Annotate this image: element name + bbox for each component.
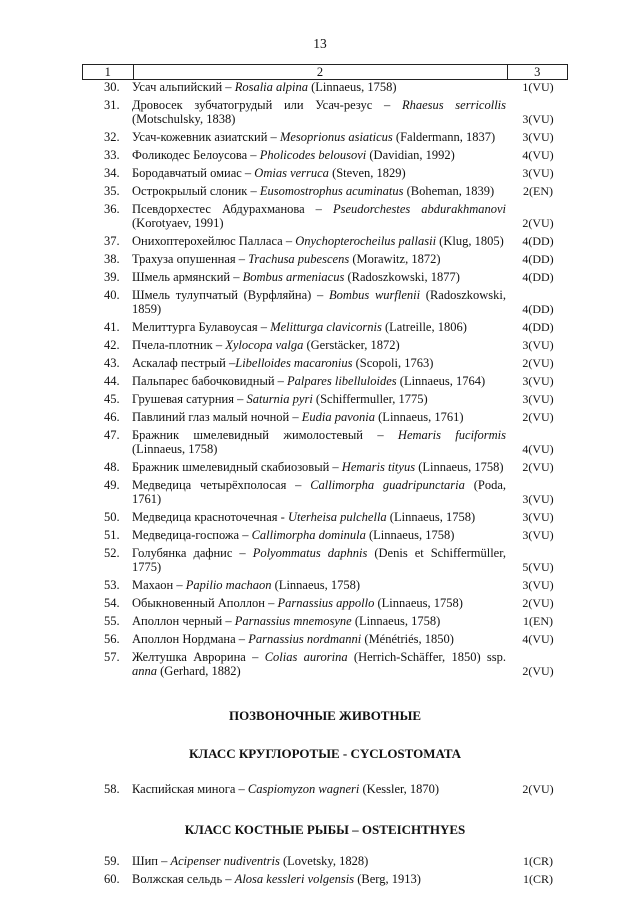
species-number: 38. (104, 252, 120, 266)
species-name (132, 234, 508, 248)
common-name: Медведица четырёхполосая – (132, 478, 311, 492)
status-category: 4(VU) (522, 148, 554, 162)
species-number: 60. (104, 872, 120, 886)
status-category: 2(VU) (522, 596, 554, 610)
latin-name: Libelloides macaronius (235, 356, 353, 370)
latin-name: Pholicodes belousovi (259, 148, 367, 162)
latin-name: Eudia pavonia (301, 410, 376, 424)
latin-name: Eusomostrophus acuminatus (259, 184, 404, 198)
status-category: 4(DD) (522, 302, 554, 316)
species-number: 44. (104, 374, 120, 388)
latin-name: Rhaesus serricollis (401, 98, 507, 112)
species-name (132, 510, 508, 524)
latin-name: Acipenser nudiventris (170, 854, 280, 868)
table-row (82, 410, 568, 424)
table-row (82, 184, 568, 198)
common-name: Острокрылый слоник – (132, 184, 260, 198)
table-row (82, 148, 568, 162)
author-year: (Linnaeus, 1761) (375, 410, 464, 424)
common-name: Бражник шмелевидный скабиозовый – (132, 460, 342, 474)
author-year: (Denis et Schiffermüller, 1775) (132, 546, 507, 574)
table-row (82, 374, 568, 388)
species-name (132, 148, 508, 162)
section-heading-osteichthyes: КЛАСС КОСТНЫЕ РЫБЫ – OSTEICHTHYES (184, 822, 466, 837)
section-heading-vertebrates: ПОЗВОНОЧНЫЕ ЖИВОТНЫЕ (228, 708, 422, 723)
latin-name: Uterheisa pulchella (287, 510, 387, 524)
author-year: (Radoszkowski, 1877) (344, 270, 460, 284)
species-number: 37. (104, 234, 120, 248)
table-row (82, 338, 568, 352)
table-row (82, 428, 568, 456)
common-name: Онихоптерохейлюс Палласа – (132, 234, 296, 248)
species-number: 31. (104, 98, 120, 112)
species-name (132, 252, 508, 266)
latin-name: Omias verruca (254, 166, 329, 180)
common-name: Аполлон черный – (132, 614, 235, 628)
table-row (82, 614, 568, 628)
latin-name: Trachusa pubescens (248, 252, 350, 266)
common-name: Аскалаф пестрый – (132, 356, 236, 370)
table-row (82, 632, 568, 646)
insect-rows (82, 80, 568, 682)
species-number: 35. (104, 184, 120, 198)
table-row (82, 510, 568, 524)
species-number: 46. (104, 410, 120, 424)
author-year: (Schiffermuller, 1775) (312, 392, 428, 406)
author-year: (Linnaeus, 1758) (271, 578, 361, 592)
author-year: (Linnaeus, 1758) (374, 596, 463, 610)
status-category: 2(VU) (522, 782, 554, 796)
species-number: 39. (104, 270, 120, 284)
latin-name: Onychopterocheilus pallasii (295, 234, 437, 248)
species-name (132, 98, 508, 126)
species-number: 34. (104, 166, 120, 180)
table-row (82, 392, 568, 406)
table-row (82, 270, 568, 284)
common-name: Волжская сельдь – (132, 872, 235, 886)
species-number: 48. (104, 460, 120, 474)
status-category: 3(VU) (522, 492, 554, 506)
status-category: 1(EN) (523, 614, 553, 628)
table-row (82, 478, 568, 506)
latin-name: Caspiomyzon wagneri (247, 782, 360, 796)
table-row (82, 854, 568, 868)
subspecies-author: (Gerhard, 1882) (157, 664, 241, 678)
species-number: 42. (104, 338, 120, 352)
latin-name: Hemaris tityus (341, 460, 416, 474)
table-row (82, 872, 568, 886)
latin-name: Parnassius appollo (277, 596, 375, 610)
species-number: 52. (104, 546, 120, 560)
species-name (132, 288, 508, 316)
species-name (132, 320, 508, 334)
table-row (82, 528, 568, 542)
status-category: 4(DD) (522, 234, 554, 248)
status-category: 3(VU) (522, 510, 554, 524)
species-number: 58. (104, 782, 120, 796)
species-number: 32. (104, 130, 120, 144)
common-name: Медведица красноточечная - (132, 510, 288, 524)
common-name: Бородавчатый омиас – (132, 166, 255, 180)
author-year: (Boheman, 1839) (403, 184, 495, 198)
latin-name: Xylocopa valga (225, 338, 304, 352)
author-year: (Herrich-Schäffer, 1850) ssp. (347, 650, 507, 664)
species-name (132, 782, 508, 796)
species-number: 40. (104, 288, 120, 302)
table-row (82, 166, 568, 180)
status-category: 3(VU) (522, 578, 554, 592)
table-row (82, 578, 568, 592)
common-name: Пчела-плотник – (132, 338, 226, 352)
author-year: (Linnaeus, 1758) (307, 80, 397, 94)
latin-name: Bombus armeniacus (242, 270, 345, 284)
species-list (82, 64, 568, 890)
latin-name: Alosa kessleri volgensis (234, 872, 355, 886)
species-name (132, 428, 508, 456)
table-row (82, 782, 568, 796)
table-row (82, 234, 568, 248)
status-category: 3(VU) (522, 166, 554, 180)
status-category: 2(VU) (522, 460, 554, 474)
species-name (132, 578, 508, 592)
common-name: Желтушка Аврорина – (132, 650, 265, 664)
latin-name: Callimorpha guadripunctaria (310, 478, 465, 492)
common-name: Аполлон Нордмана – (132, 632, 249, 646)
species-name (132, 460, 508, 474)
species-name (132, 410, 508, 424)
author-year: (Klug, 1805) (436, 234, 504, 248)
species-name (132, 650, 508, 678)
species-number: 36. (104, 202, 120, 216)
status-category: 1(CR) (523, 854, 553, 868)
author-year: (Radoszkowski, 1859) (132, 288, 507, 316)
latin-name: Bombus wurflenii (328, 288, 421, 302)
common-name: Дровосек зубчатогрудый или Усач-резус – (132, 98, 402, 112)
common-name: Усач альпийский – (132, 80, 235, 94)
author-year: (Davidian, 1992) (366, 148, 455, 162)
status-category: 1(CR) (523, 872, 553, 886)
section-heading-cyclostomata: КЛАСС КРУГЛОРОТЫЕ - CYCLOSTOMATA (189, 746, 461, 761)
table-row (82, 320, 568, 334)
subspecies-name: anna (132, 664, 157, 678)
common-name: Павлиний глаз малый ночной – (132, 410, 302, 424)
common-name: Усач-кожевник азиатский – (132, 130, 280, 144)
author-year: (Ménétriés, 1850) (361, 632, 454, 646)
author-year: (Linnaeus, 1758) (132, 442, 218, 456)
species-name (132, 546, 508, 574)
latin-name: Rosalia alpina (234, 80, 308, 94)
status-category: 5(VU) (522, 560, 554, 574)
status-category: 3(VU) (522, 112, 554, 126)
common-name: Шмель тулупчатый (Вурфляйна) – (132, 288, 329, 302)
latin-name: Papilio machaon (185, 578, 272, 592)
latin-name: Hemaris fuciformis (397, 428, 507, 442)
species-number: 30. (104, 80, 120, 94)
latin-name: Polyommatus daphnis (252, 546, 368, 560)
author-year: (Scopoli, 1763) (352, 356, 434, 370)
header-col-2: 2 (133, 65, 508, 79)
latin-name: Palpares libelluloides (287, 374, 397, 388)
latin-name: Mesoprionus asiaticus (279, 130, 393, 144)
author-year: (Faldermann, 1837) (392, 130, 496, 144)
species-name (132, 80, 508, 94)
common-name: Пальпарес бабочковидный – (132, 374, 288, 388)
species-name (132, 184, 508, 198)
species-number: 57. (104, 650, 120, 664)
page-number: 13 (313, 36, 327, 51)
table-header (82, 64, 568, 80)
status-category: 2(VU) (522, 410, 554, 424)
table-row (82, 356, 568, 370)
species-number: 51. (104, 528, 120, 542)
latin-name: Pseudorchestes abdurakhmanovi (332, 202, 506, 216)
common-name: Трахуза опушенная – (132, 252, 249, 266)
latin-name: Parnassius mnemosyne (234, 614, 352, 628)
species-name (132, 478, 508, 506)
status-category: 3(VU) (522, 528, 554, 542)
status-category: 3(VU) (522, 338, 554, 352)
author-year: (Linnaeus, 1758) (351, 614, 441, 628)
common-name: Бражник шмелевидный жимолостевый – (132, 428, 398, 442)
common-name: Шмель армянский – (132, 270, 243, 284)
table-row (82, 288, 568, 316)
author-year: (Korotyaev, 1991) (132, 216, 224, 230)
species-number: 49. (104, 478, 120, 492)
species-name (132, 338, 508, 352)
species-name (132, 356, 508, 370)
author-year: (Steven, 1829) (328, 166, 406, 180)
species-number: 50. (104, 510, 120, 524)
author-year: (Latreille, 1806) (381, 320, 467, 334)
common-name: Псевдорхестес Абдурахманова – (132, 202, 333, 216)
author-year: (Linnaeus, 1758) (415, 460, 504, 474)
common-name: Медведица-госпожа – (132, 528, 252, 542)
author-year: (Gerstäcker, 1872) (303, 338, 400, 352)
status-category: 2(VU) (522, 664, 554, 678)
status-category: 4(DD) (522, 320, 554, 334)
status-category: 3(VU) (522, 374, 554, 388)
species-number: 59. (104, 854, 120, 868)
common-name: Махаон – (132, 578, 186, 592)
species-name (132, 392, 508, 406)
status-category: 2(VU) (522, 216, 554, 230)
latin-name: Saturnia pyri (246, 392, 313, 406)
author-year: (Lovetsky, 1828) (279, 854, 369, 868)
status-category: 3(VU) (522, 392, 554, 406)
table-row (82, 80, 568, 94)
table-row (82, 650, 568, 678)
species-number: 33. (104, 148, 120, 162)
latin-name: Melitturga clavicornis (270, 320, 382, 334)
species-name (132, 872, 508, 886)
status-category: 4(DD) (522, 252, 554, 266)
table-row (82, 252, 568, 266)
species-number: 56. (104, 632, 120, 646)
table-row (82, 546, 568, 574)
species-number: 54. (104, 596, 120, 610)
species-name (132, 596, 508, 610)
status-category: 3(VU) (522, 130, 554, 144)
common-name: Голубянка дафнис – (132, 546, 253, 560)
latin-name: Callimorpha dominula (251, 528, 366, 542)
species-number: 41. (104, 320, 120, 334)
fish-rows (82, 854, 568, 890)
table-row (82, 460, 568, 474)
author-year: (Berg, 1913) (354, 872, 421, 886)
species-name (132, 374, 508, 388)
status-category: 2(VU) (522, 356, 554, 370)
status-category: 1(VU) (522, 80, 554, 94)
species-number: 45. (104, 392, 120, 406)
species-number: 43. (104, 356, 120, 370)
species-name (132, 202, 508, 230)
latin-name: Colias aurorina (264, 650, 348, 664)
status-category: 4(DD) (522, 270, 554, 284)
cyclostomata-rows (82, 782, 568, 800)
table-row (82, 596, 568, 610)
status-category: 2(EN) (523, 184, 553, 198)
table-row (82, 98, 568, 126)
species-name (132, 270, 508, 284)
species-name (132, 614, 508, 628)
species-name (132, 528, 508, 542)
common-name: Каспийская минога – (132, 782, 248, 796)
table-row (82, 202, 568, 230)
common-name: Грушевая сатурния – (132, 392, 247, 406)
author-year: (Poda, 1761) (132, 478, 506, 506)
author-year: (Morawitz, 1872) (349, 252, 441, 266)
species-name (132, 130, 508, 144)
common-name: Шип – (132, 854, 171, 868)
author-year: (Motschulsky, 1838) (132, 112, 236, 126)
common-name: Фоликодес Белоусова – (132, 148, 260, 162)
header-col-3: 3 (534, 65, 541, 79)
species-number: 47. (104, 428, 120, 442)
species-name (132, 854, 508, 868)
header-col-1: 1 (104, 65, 111, 79)
author-year: (Linnaeus, 1758) (365, 528, 455, 542)
author-year: (Linnaeus, 1764) (396, 374, 486, 388)
table-row (82, 130, 568, 144)
species-name (132, 166, 508, 180)
species-name (132, 632, 508, 646)
author-year: (Linnaeus, 1758) (386, 510, 476, 524)
status-category: 4(VU) (522, 442, 554, 456)
author-year: (Kessler, 1870) (359, 782, 440, 796)
latin-name: Parnassius nordmanni (248, 632, 362, 646)
species-number: 55. (104, 614, 120, 628)
common-name: Обыкновенный Аполлон – (132, 596, 278, 610)
common-name: Мелиттурга Булавоусая – (132, 320, 271, 334)
species-number: 53. (104, 578, 120, 592)
status-category: 4(VU) (522, 632, 554, 646)
